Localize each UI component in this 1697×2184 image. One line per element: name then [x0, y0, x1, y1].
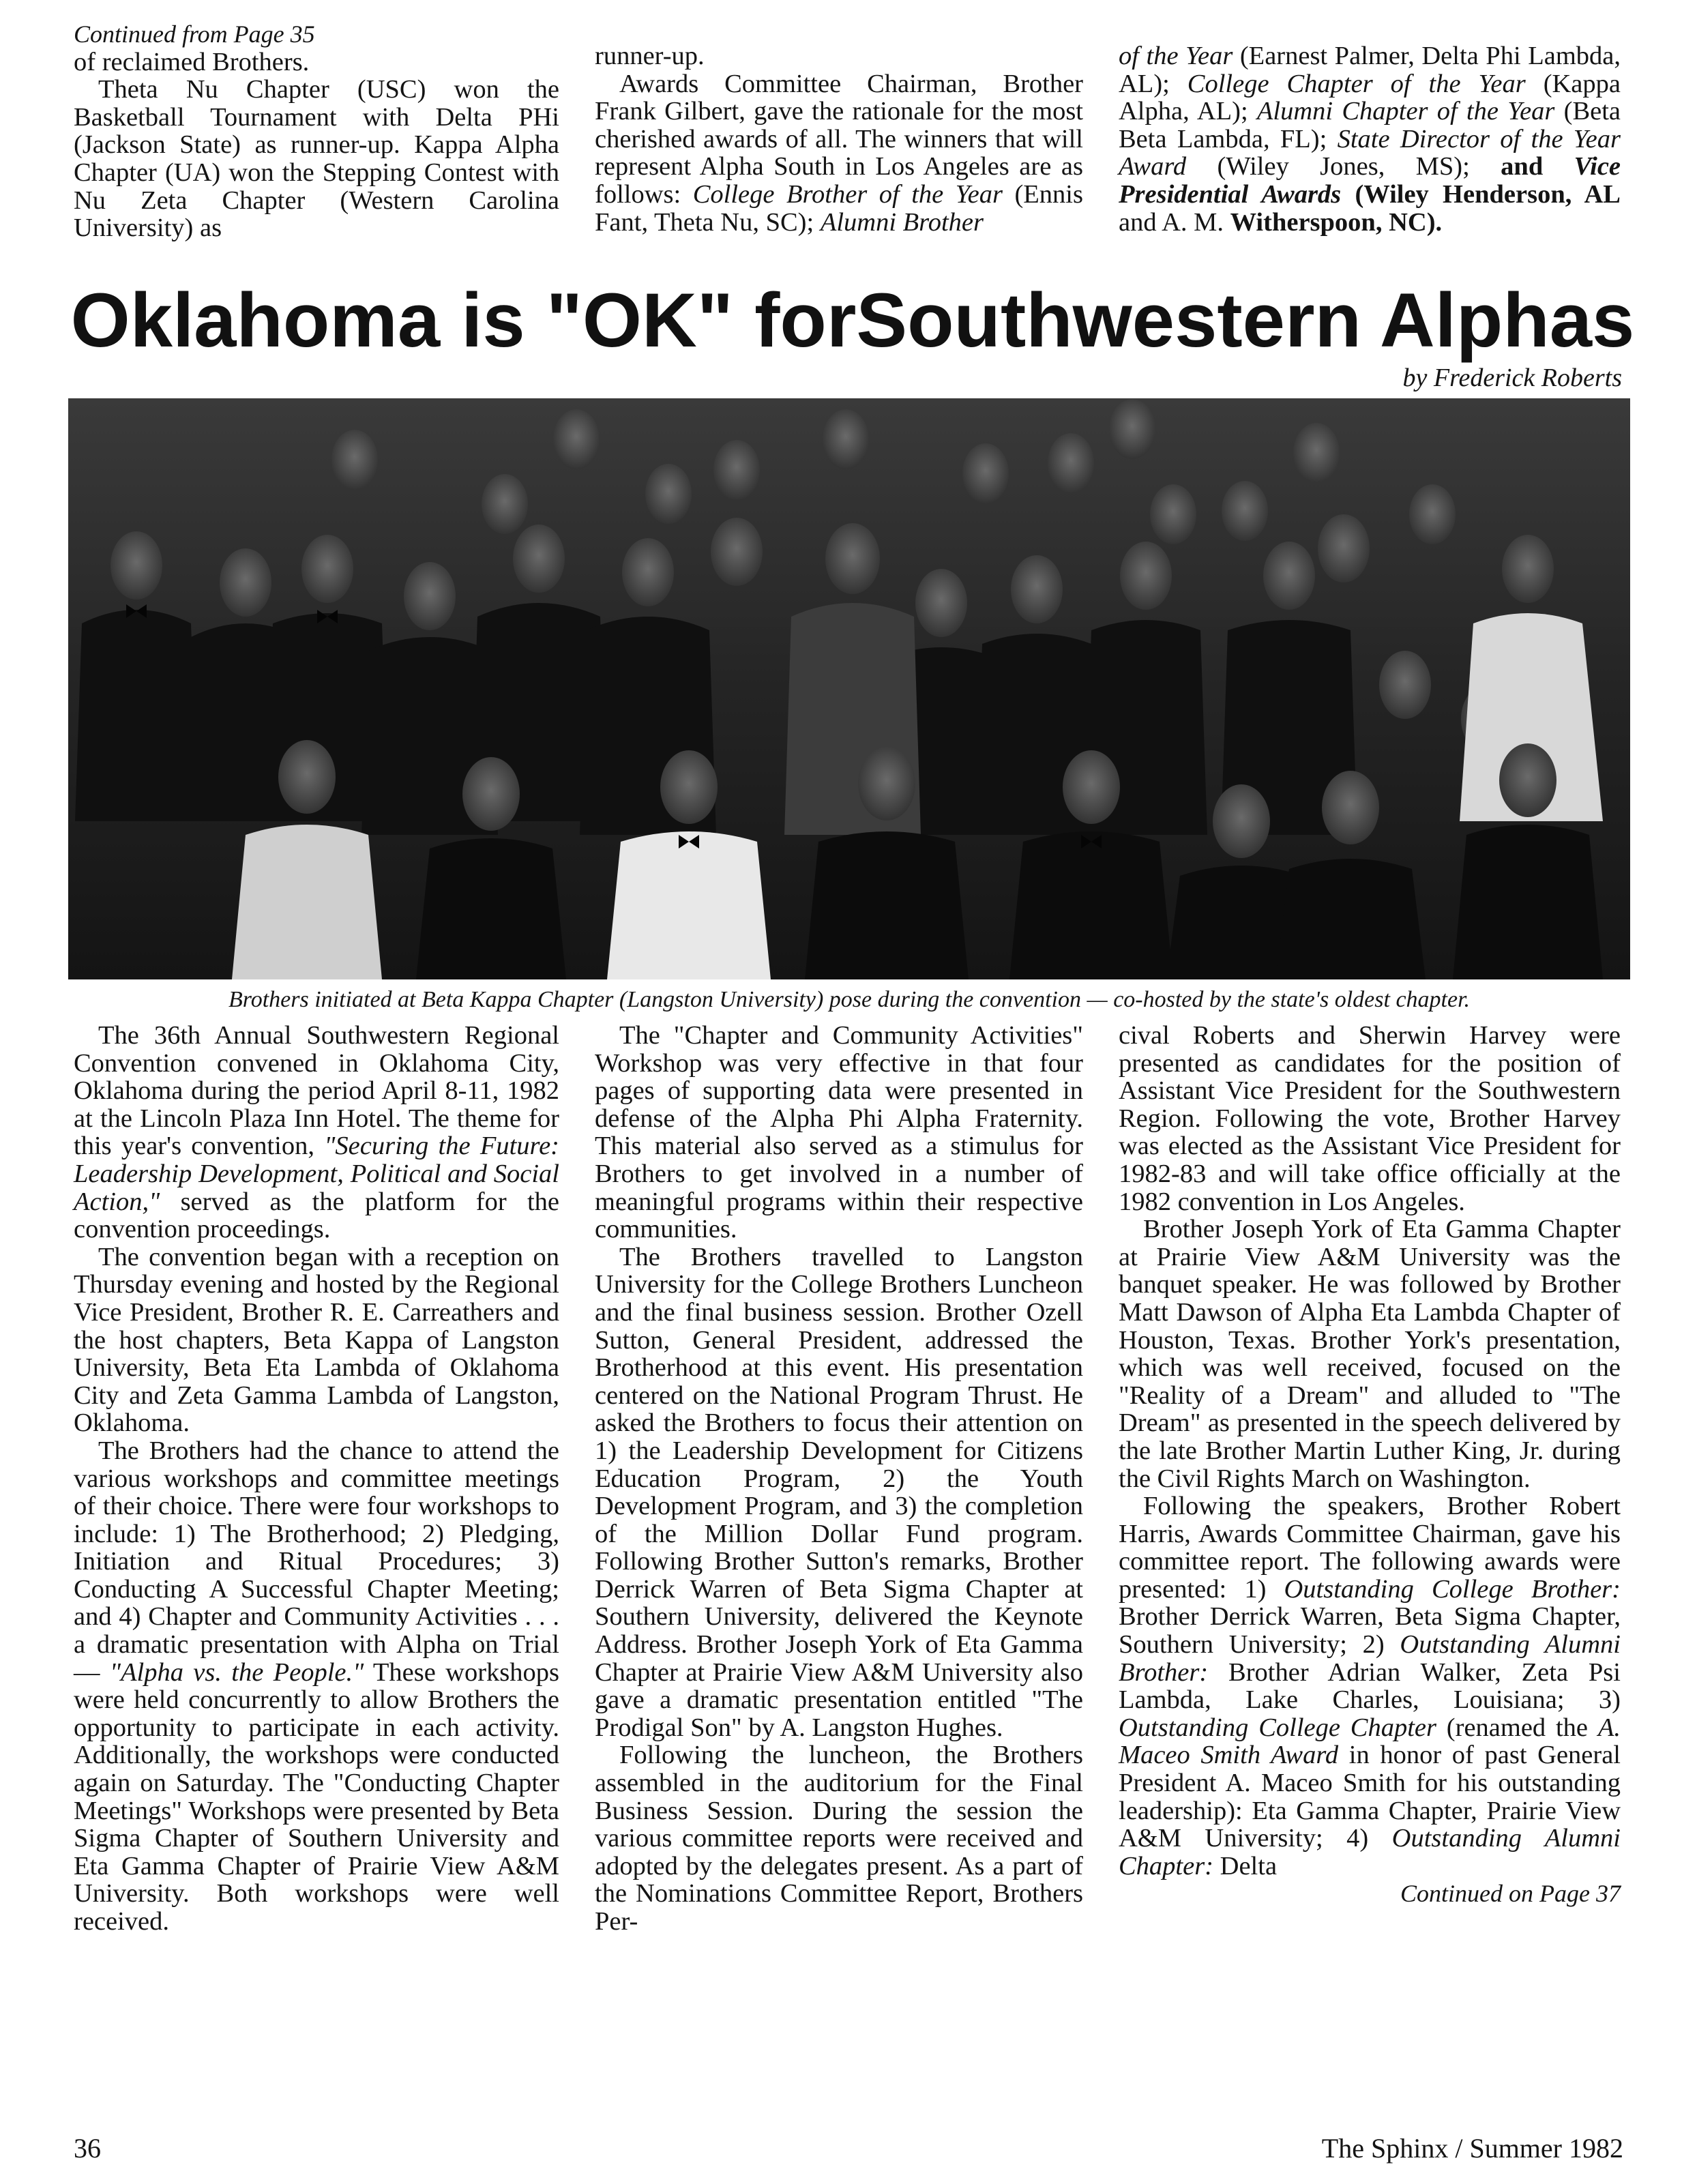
- paragraph: [74, 1022, 559, 1243]
- award-title: Outstanding Alumni Brother:: [1119, 1630, 1621, 1687]
- paragraph: of reclaimed Brothers.: [74, 47, 310, 76]
- award-title: Outstanding Alumni Chapter:: [1119, 1824, 1621, 1880]
- paragraph: Following the luncheon, the Brothers assembled in the auditorium for the Final Business Session. During the session the various committee reports were received and adopted by the delegates present. As a part of the Nominations Committee Report, Brothers Per-: [595, 1741, 1083, 1936]
- paragraph: cival Roberts and Sherwin Harvey were presented as candidates for the position of Assistant Vice President for the Southwestern Region. Following the vote, Brother Harvey was elected as the Assistant Vice President for 1982-83 and will take office officially at the 1982 convention in Los Angeles.: [1119, 1021, 1621, 1216]
- award-title: Outstanding College Chapter: [1119, 1713, 1436, 1742]
- text-run: (Earnest Palmer, Delta Phi Lambda, AL);: [1119, 42, 1621, 98]
- award-title: College Brother of the Year: [692, 179, 1003, 209]
- award-title: Outstanding College Brother:: [1284, 1574, 1621, 1604]
- paragraph: [1119, 1492, 1621, 1880]
- award-title: Alumni Chapter of the Year: [1256, 97, 1555, 126]
- text-run: and A. M.: [1119, 207, 1230, 237]
- paragraph: [595, 70, 1083, 237]
- paragraph: Theta Nu Chapter (USC) won the Basketball Tournament with Delta PHi (Jackson State) as runner-up. Kappa Alpha Chapter (UA) won the Stepping Contest with Nu Zeta Chapter (Western Carolina University) as: [74, 75, 559, 243]
- award-title: College Chapter of the Year: [1187, 69, 1526, 98]
- light-jacket: [232, 825, 382, 979]
- text-run: The 36th Annual Southwestern Regional Convention convened in Oklahoma City, Oklahoma during the period April 8-11, 1982 at the Lincoln Plaza Inn Hotel. The theme for this year's convention,: [74, 1021, 559, 1161]
- text-run: and: [1501, 152, 1574, 181]
- byline: by Frederick Roberts: [1402, 364, 1622, 392]
- paragraph: The convention began with a reception on Thursday evening and hosted by the Regional Vice President, Brother R. E. Carreathers and the host chapters, Beta Kappa of Langston University, Beta Eta Lambda of Oklahoma City and Zeta Gamma Lambda of Langston, Oklahoma.: [74, 1242, 559, 1438]
- top-column-1: [74, 20, 559, 242]
- text-run: (renamed the: [1436, 1713, 1598, 1742]
- paragraph: The "Chapter and Community Activities" Workshop was very effective in that four pages of supporting data were presented in defense of the Alpha Phi Alpha Fraternity. This material also served as a stimulus for Brothers to get involved in a number of meaningful programs within their respective communities.: [595, 1021, 1083, 1244]
- publication-footer: The Sphinx / Summer 1982: [1321, 2133, 1623, 2164]
- paragraph: The Brothers travelled to Langston University for the College Brothers Luncheon and the final business session. Brother Ozell Sutton, General President, addressed the Brotherhood at this event. His presentation centered on the National Program Thrust. He asked the Brothers to focus their attention on 1) the Leadership Development for Citizens Education Program, 2) the Youth Development Program, and 3) the completion of the Million Dollar Fund program. Following Brother Sutton's remarks, Brother Derrick Warren of Beta Sigma Chapter at Southern University, delivered the Keynote Address. Brother Joseph York of Eta Gamma Chapter at Prairie View A&M University also gave a dramatic presentation entitled "The Prodigal Son" by A. Langston Hughes.: [595, 1242, 1083, 1742]
- award-title: State Director of the Year Award: [1119, 124, 1621, 181]
- award-title: A. Maceo Smith Award: [1119, 1713, 1621, 1770]
- white-tuxedo: [607, 831, 771, 979]
- paragraph: runner-up.: [595, 42, 705, 70]
- text-run: (Wiley Henderson, AL: [1341, 179, 1621, 209]
- article-headline: Oklahoma is "OK" forSouthwestern Alphas: [70, 278, 1635, 363]
- body-column-3: [1119, 1022, 1621, 1908]
- text-run: Delta: [1213, 1851, 1278, 1880]
- text-run: Witherspoon, NC).: [1230, 207, 1443, 237]
- convention-theme: "Securing the Future: Leadership Development, Political and Social Action,": [74, 1132, 559, 1216]
- group-photo-illustration: [68, 398, 1630, 979]
- text-run: Brother Adrian Walker, Zeta Psi Lambda, Lake Charles, Louisiana; 3): [1119, 1657, 1621, 1715]
- award-title: Alumni Brother: [820, 207, 984, 237]
- group-photo: [68, 398, 1630, 979]
- text-run: Awards Committee Chairman, Brother Frank Gilbert, gave the rationale for the most cherished awards of all. The winners that will represent Alpha South in Los Angeles are as follows:: [595, 69, 1083, 209]
- text-run: Brother Derrick Warren, Beta Sigma Chapter, Southern University; 2): [1119, 1602, 1621, 1659]
- text-run: in honor of past General President A. Maceo Smith for his outstanding leadership): Eta Gamma Chapter, Prairie View A&M University; 4): [1119, 1741, 1621, 1853]
- continued-on-note: Continued on Page 37: [1400, 1880, 1621, 1908]
- text-run: The Brothers had the chance to attend the various workshops and committee meetings of their choice. There were four workshops to include: 1) The Brotherhood; 2) Pledging, Initiation and Ritual Procedures; 3) Conducting A Successful Chapter Meeting; and 4) Chapter and Community Activities . . . a dramatic presentation with Alpha on Trial —: [74, 1436, 559, 1687]
- text-run: (Beta Beta Lambda, FL);: [1119, 97, 1621, 153]
- photo-caption: Brothers initiated at Beta Kappa Chapter (Langston University) pose during the convention — co-hosted by the state's oldest chapter.: [228, 987, 1471, 1012]
- text-run: served as the platform for the convention proceedings.: [74, 1187, 559, 1244]
- presentation-title: "Alpha vs. the People.": [109, 1657, 364, 1687]
- paragraph: [74, 1437, 559, 1936]
- text-run: (Wiley Jones, MS);: [1186, 152, 1501, 181]
- text-run: Following the speakers, Brother Robert Harris, Awards Committee Chairman, gave his committee report. The following awards were presented: 1): [1119, 1492, 1621, 1604]
- body-column-2: [595, 1022, 1083, 1936]
- body-column-1: [74, 1022, 559, 1936]
- paragraph: [1119, 42, 1621, 236]
- page-number: 36: [74, 2133, 101, 2164]
- top-column-2: [595, 42, 1083, 236]
- award-title: of the Year: [1119, 42, 1233, 70]
- continued-from-note: Continued from Page 35: [74, 20, 315, 48]
- text-run: (Kappa Alpha, AL);: [1119, 69, 1621, 126]
- text-run: (Ennis Fant, Theta Nu, SC);: [595, 179, 1083, 237]
- text-run: These workshops were held concurrently to allow Brothers the opportunity to participate in each activity. Additionally, the workshops were conducted again on Saturday. The "Conducting Chapter Meetings" Workshops were presented by Beta Sigma Chapter of Southern University and Eta Gamma Chapter of Prairie View A&M University. Both workshops were well received.: [74, 1657, 559, 1936]
- top-column-3: [1119, 42, 1621, 236]
- paragraph: Brother Joseph York of Eta Gamma Chapter at Prairie View A&M University was the banquet speaker. He was followed by Brother Matt Dawson of Alpha Eta Lambda Chapter of Houston, Texas. Brother York's presentation, which was well received, focused on the "Reality of a Dream" and alluded to "The Dream" as presented in the speech delivered by the late Brother Martin Luther King, Jr. during the Civil Rights March on Washington.: [1119, 1215, 1621, 1493]
- award-title: Vice Presidential Awards: [1119, 152, 1621, 209]
